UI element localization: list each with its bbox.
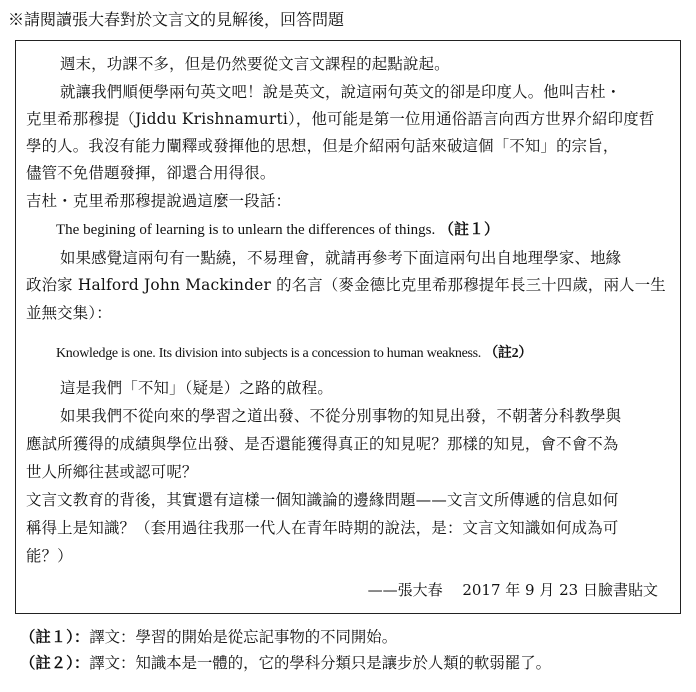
passage-line: 如果我們不從向來的學習之道出發、不從分別事物的知見出發，不朝著分科教學與: [60, 407, 622, 425]
passage-line: 這是我們「不知」（疑是）之路的啟程。: [60, 379, 333, 397]
passage-line: 克里希那穆提（Jiddu Krishnamurti），他可能是第一位用通俗語言向西方世界介紹印度哲: [26, 110, 655, 128]
passage-line: 學的人。我沒有能力闡釋或發揮他的思想，但是介紹兩句話來破這個「不知」的宗旨，: [26, 137, 619, 155]
passage-box: [15, 40, 681, 614]
passage-line: 應試所獲得的成績與學位出發、是否還能獲得真正的知見呢？那樣的知見，會不會不為: [26, 435, 619, 453]
passage-line: 儘管不免借題發揮，卻還合用得很。: [26, 164, 276, 182]
footnote-1: [20, 626, 397, 648]
passage-line: 吉杜・克里希那穆提說過這麼一段話：: [26, 192, 292, 210]
quote-text: Knowledge is one. Its division into subjects is a concession to human weakness.: [56, 346, 482, 361]
passage-line: 就讓我們順便學兩句英文吧！說是英文，說這兩句英文的卻是印度人。他叫吉杜・: [60, 83, 622, 101]
quote-krishnamurti: [56, 219, 499, 241]
note-ref-1: （註１）: [438, 222, 499, 238]
passage-line: 文言文教育的背後，其實還有這樣一個知識論的邊緣問題——文言文所傳遞的信息如何: [26, 491, 619, 509]
footnote-text: 譯文：學習的開始是從忘記事物的不同開始。: [89, 628, 398, 646]
footnote-tag: （註１）：: [20, 628, 90, 646]
footnote-tag: （註２）：: [20, 654, 90, 672]
signature: ——張大春 2017 年 9 月 23 日臉書貼文: [367, 581, 658, 599]
question-instruction: ※請閱讀張大春對於文言文的見解後，回答問題: [8, 10, 345, 29]
passage-line: 稱得上是知識？（套用過往我那一代人在青年時期的說法，是：文言文知識如何成為可: [26, 519, 619, 537]
passage-line: 週末，功課不多，但是仍然要從文言文課程的起點說起。: [60, 55, 450, 73]
quote-text: The begining of learning is to unlearn the differences of things.: [56, 222, 436, 238]
footnote-2: [20, 652, 551, 674]
passage-line: 政治家 Halford John Mackinder 的名言（麥金德比克里希那穆提年長三十四歲，兩人一生: [26, 276, 666, 294]
footnote-text: 譯文：知識本是一體的，它的學科分類只是讓步於人類的軟弱罷了。: [89, 654, 551, 672]
passage-line: 世人所鄉往甚或認可呢？: [26, 463, 198, 481]
passage-line: 能？）: [26, 547, 73, 565]
quote-mackinder: [56, 343, 532, 365]
passage-line: 並無交集）：: [26, 304, 112, 322]
note-ref-2: （註2）: [484, 346, 533, 361]
passage-line: 如果感覺這兩句有一點繞，不易理會，就請再參考下面這兩句出自地理學家、地緣: [60, 249, 622, 267]
